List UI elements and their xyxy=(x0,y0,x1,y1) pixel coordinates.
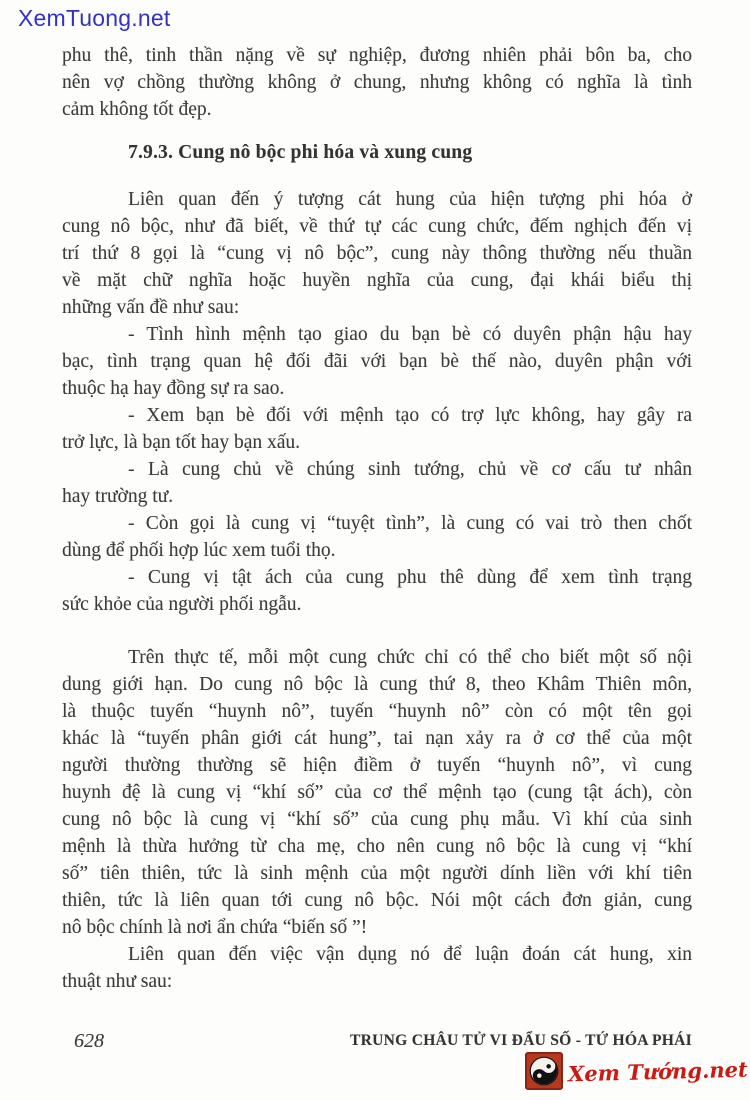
book-title: TRUNG CHÂU TỬ VI ĐẨU SỐ - TỨ HÓA PHÁI xyxy=(350,1032,692,1049)
text-line: cung nô bộc, như đã biết, về thứ tự các cung chức, đếm nghịch đến vị xyxy=(62,216,692,237)
text-line: huynh đệ là cung vị “khí số” của cơ thể mệnh tạo (cung tật ách), còn xyxy=(62,782,692,803)
page-body xyxy=(62,42,692,995)
text-line: hay trường tư. xyxy=(62,486,174,507)
section-heading: 7.9.3. Cung nô bộc phi hóa và xung cung xyxy=(128,142,473,163)
text-line: - Là cung chủ về chúng sinh tướng, chủ về cơ cấu tư nhân xyxy=(128,459,692,480)
text-line: mệnh là thừa hưởng từ cha mẹ, cho nên cung nô bộc là cung vị “khí xyxy=(62,836,692,857)
site-logo-text: Xem Tướng.net xyxy=(568,1056,749,1086)
paragraph xyxy=(62,321,692,402)
text-line: phu thê, tinh thần nặng về sự nghiệp, đương nhiên phải bôn ba, cho xyxy=(62,45,692,66)
text-line: - Cung vị tật ách của cung phu thê dùng để xem tình trạng xyxy=(128,567,692,588)
text-line: số” tiên thiên, tức là sinh mệnh của một người dính liền với khí tiên xyxy=(62,863,692,884)
paragraph xyxy=(62,644,692,941)
text-line: - Tình hình mệnh tạo giao du bạn bè có duyên phận hậu hay xyxy=(128,324,692,345)
text-line: về mặt chữ nghĩa hoặc huyền nghĩa của cung, đại khái biểu thị xyxy=(62,270,692,291)
paragraph xyxy=(62,564,692,618)
text-line: cung nô bộc là cung vị “khí số” của cung phụ mẫu. Vì khí của sinh xyxy=(62,809,692,830)
text-line: dùng để phối hợp lúc xem tuổi thọ. xyxy=(62,540,336,561)
site-logo[interactable] xyxy=(525,1052,750,1090)
text-line: khác là “tuyến phân giới cát hung”, tai nạn xảy ra ở cơ thể của một xyxy=(62,728,692,749)
text-line: những vấn đề như sau: xyxy=(62,297,240,318)
page-number: 628 xyxy=(74,1030,104,1052)
paragraph xyxy=(62,456,692,510)
site-watermark-link[interactable]: XemTuong.net xyxy=(18,5,171,31)
text-line: Liên quan đến việc vận dụng nó để luận đoán cát hung, xin xyxy=(128,944,692,965)
yin-yang-icon xyxy=(525,1052,563,1090)
text-line: trí thứ 8 gọi là “cung vị nô bộc”, cung này thông thường nếu thuần xyxy=(62,243,692,264)
text-line: sức khỏe của người phối ngẫu. xyxy=(62,594,302,615)
text-line: người thường thường sẽ hiện điềm ở tuyến “huynh nô”, vì cung xyxy=(62,755,692,776)
paragraph xyxy=(62,42,692,123)
text-line: trở lực, là bạn tốt hay bạn xấu. xyxy=(62,432,301,453)
text-line: cảm không tốt đẹp. xyxy=(62,99,212,120)
paragraph xyxy=(62,510,692,564)
paragraph xyxy=(62,186,692,321)
text-line: là thuộc tuyến “huynh nô”, tuyến “huynh nô” còn có một tên gọi xyxy=(62,701,692,722)
page-footer xyxy=(62,1030,692,1053)
text-line: thuộc hạ hay đồng sự ra sao. xyxy=(62,378,285,399)
text-line: bạc, tình trạng quan hệ đối đãi với bạn bè thế nào, duyên phận với xyxy=(62,351,692,372)
paragraph xyxy=(62,402,692,456)
text-line: nên vợ chồng thường không ở chung, nhưng không có nghĩa là tình xyxy=(62,72,692,93)
text-line: Liên quan đến ý tượng cát hung của hiện tượng phi hóa ở xyxy=(128,189,692,210)
text-line: thuật như sau: xyxy=(62,971,173,992)
text-line: Trên thực tế, mỗi một cung chức chỉ có thể cho biết một số nội xyxy=(128,647,692,668)
text-line: - Còn gọi là cung vị “tuyệt tình”, là cung có vai trò then chốt xyxy=(128,513,692,534)
text-line: - Xem bạn bè đối với mệnh tạo có trợ lực không, hay gây ra xyxy=(128,405,692,426)
text-line: thiên, tức là liên quan tới cung nô bộc. Nói một cách đơn giản, cung xyxy=(62,890,692,911)
paragraph xyxy=(62,941,692,995)
text-line: nô bộc chính là nơi ẩn chứa “biến số ”! xyxy=(62,917,368,938)
text-line: dung giới hạn. Do cung nô bộc là cung thứ 8, theo Khâm Thiên môn, xyxy=(62,674,692,695)
